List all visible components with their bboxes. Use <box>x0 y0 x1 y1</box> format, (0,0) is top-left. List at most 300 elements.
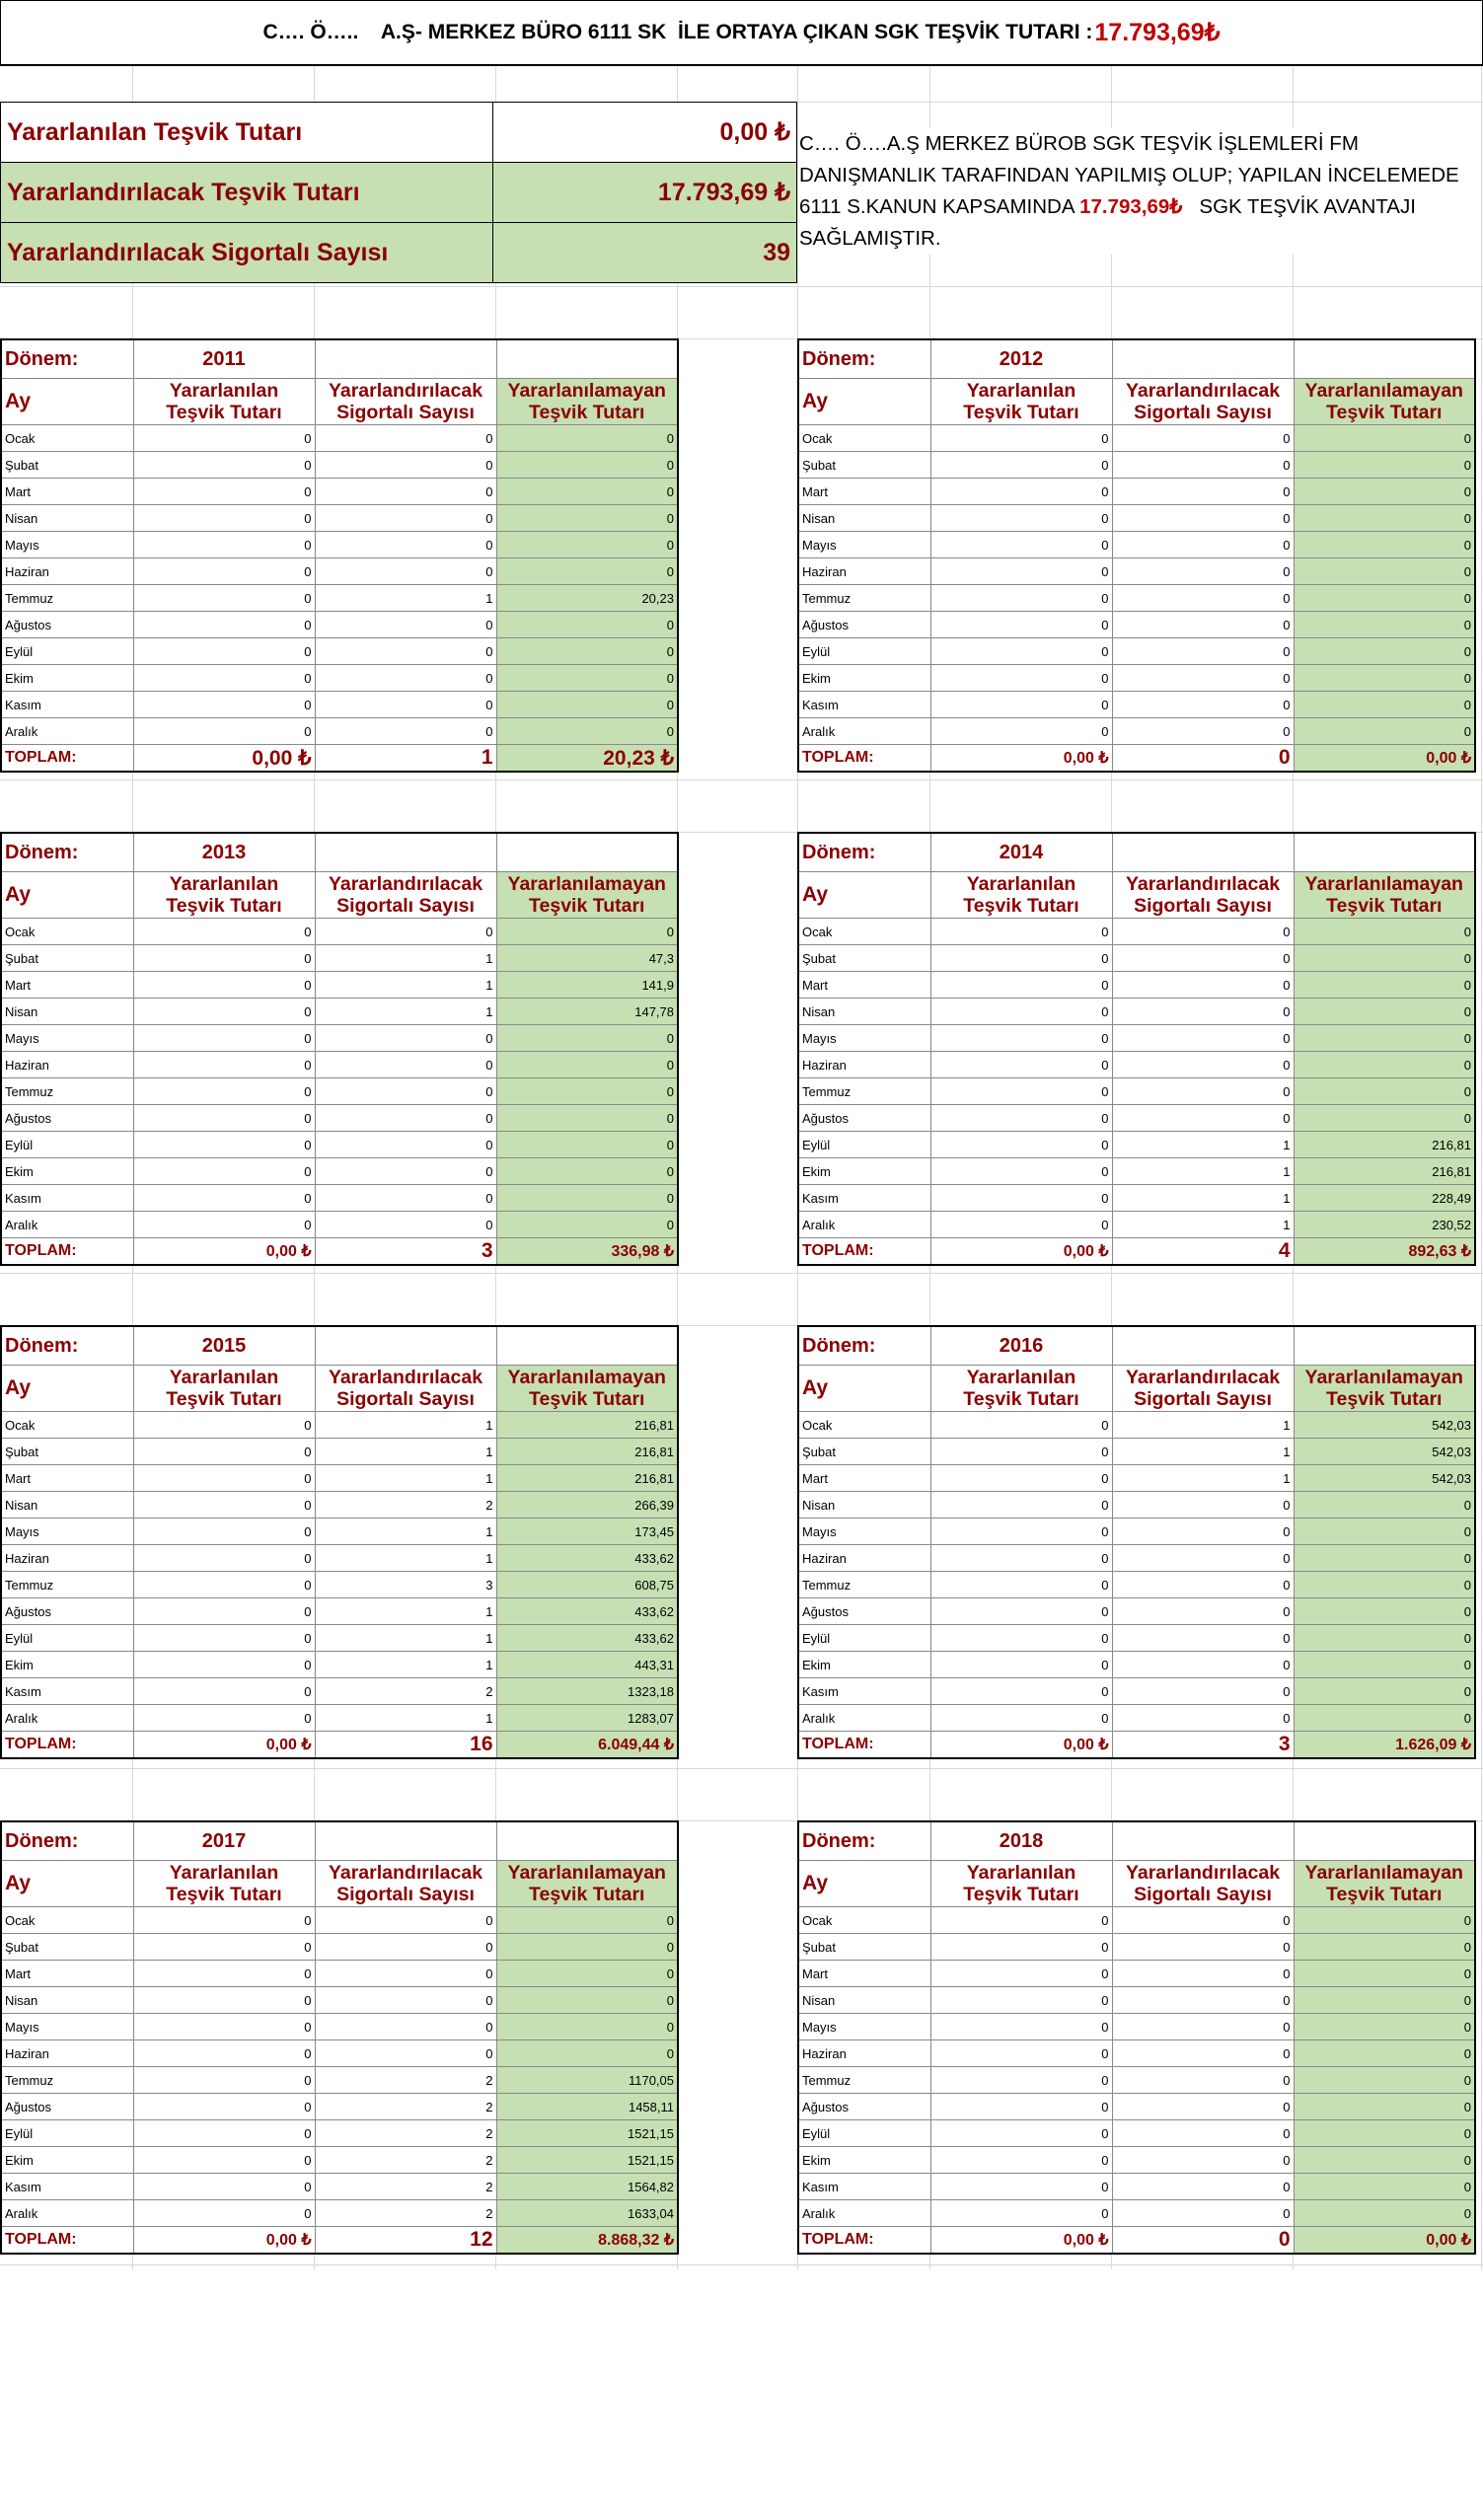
unused-cell: 0 <box>496 1105 678 1132</box>
total-count: 4 <box>1112 1238 1294 1266</box>
unused-cell: 542,03 <box>1294 1465 1475 1492</box>
totals-row <box>1 1238 678 1266</box>
count-cell: 2 <box>315 2174 496 2200</box>
count-column-header <box>1112 1861 1294 1907</box>
count-cell: 0 <box>315 1158 496 1185</box>
count-cell: 0 <box>1112 2040 1294 2067</box>
month-cell: Şubat <box>798 1439 930 1465</box>
month-cell: Şubat <box>798 945 930 972</box>
used-cell: 0 <box>930 425 1112 452</box>
table-row <box>1 972 678 999</box>
header-line: Teşvik Tutarı <box>529 895 645 917</box>
total-count: 12 <box>315 2227 496 2255</box>
table-row <box>1 1052 678 1078</box>
unused-cell: 216,81 <box>496 1439 678 1465</box>
count-cell: 0 <box>1112 1105 1294 1132</box>
used-cell: 0 <box>133 505 315 532</box>
count-cell: 0 <box>1112 1625 1294 1652</box>
count-cell: 0 <box>315 2040 496 2067</box>
used-cell: 0 <box>930 2094 1112 2120</box>
used-cell: 0 <box>930 612 1112 638</box>
used-cell: 0 <box>133 1465 315 1492</box>
header-blank <box>315 1326 496 1366</box>
table-row <box>1 505 678 532</box>
header-line: Teşvik Tutarı <box>529 402 645 423</box>
count-cell: 0 <box>1112 665 1294 692</box>
count-cell: 2 <box>315 1678 496 1705</box>
month-cell: Eylül <box>798 2120 930 2147</box>
unused-cell: 0 <box>496 532 678 558</box>
count-cell: 1 <box>1112 1439 1294 1465</box>
month-cell: Mayıs <box>1 532 133 558</box>
table-row <box>1 585 678 612</box>
unused-cell: 0 <box>496 1934 678 1961</box>
used-cell: 0 <box>133 1185 315 1212</box>
header-line: Teşvik Tutarı <box>963 1884 1079 1905</box>
total-unused: 892,63 ₺ <box>1294 1238 1475 1266</box>
count-cell: 0 <box>1112 452 1294 479</box>
period-year: 2018 <box>930 1821 1112 1861</box>
table-row <box>798 1705 1475 1732</box>
header-line: Yararlandırılacak <box>328 380 483 402</box>
month-cell: Mart <box>1 479 133 505</box>
total-unused: 0,00 ₺ <box>1294 745 1475 773</box>
month-cell: Kasım <box>1 692 133 718</box>
used-cell: 0 <box>133 1987 315 2014</box>
unused-cell: 0 <box>496 425 678 452</box>
used-cell: 0 <box>930 2147 1112 2174</box>
used-cell: 0 <box>930 692 1112 718</box>
table-row <box>798 1652 1475 1678</box>
unused-cell: 266,39 <box>496 1492 678 1519</box>
used-cell: 0 <box>133 2040 315 2067</box>
count-cell: 1 <box>315 1519 496 1545</box>
table-row <box>1 425 678 452</box>
table-row <box>798 2120 1475 2147</box>
table-row <box>1 1185 678 1212</box>
unused-cell: 0 <box>496 2040 678 2067</box>
period-table-2014 <box>797 832 1476 1266</box>
summary-row <box>1 223 797 283</box>
month-column-header: Ay <box>1 1366 133 1412</box>
used-column-header <box>930 1366 1112 1412</box>
table-row <box>798 532 1475 558</box>
unused-cell: 0 <box>1294 1625 1475 1652</box>
unused-cell: 0 <box>1294 2094 1475 2120</box>
unused-cell: 0 <box>496 505 678 532</box>
count-cell: 0 <box>315 638 496 665</box>
used-column-header <box>930 379 1112 425</box>
used-cell: 0 <box>133 2014 315 2040</box>
header-line: Yararlandırılacak <box>328 1367 483 1388</box>
unused-cell: 0 <box>1294 1492 1475 1519</box>
totals-row <box>798 745 1475 773</box>
month-cell: Ekim <box>1 1158 133 1185</box>
header-line: Sigortalı Sayısı <box>1134 402 1272 423</box>
used-cell: 0 <box>930 1052 1112 1078</box>
count-cell: 0 <box>315 558 496 585</box>
used-cell: 0 <box>930 919 1112 945</box>
month-cell: Nisan <box>1 1987 133 2014</box>
header-blank <box>496 833 678 872</box>
month-cell: Kasım <box>798 1185 930 1212</box>
donem-label: Dönem: <box>1 833 133 872</box>
count-column-header <box>315 1861 496 1907</box>
table-row <box>1 1678 678 1705</box>
month-cell: Temmuz <box>798 1572 930 1598</box>
count-cell: 0 <box>1112 945 1294 972</box>
count-column-header <box>1112 1366 1294 1412</box>
used-cell: 0 <box>133 718 315 745</box>
month-cell: Mart <box>798 1465 930 1492</box>
count-cell: 1 <box>315 945 496 972</box>
month-cell: Kasım <box>798 2174 930 2200</box>
count-column-header <box>315 1366 496 1412</box>
count-cell: 0 <box>1112 2094 1294 2120</box>
month-column-header: Ay <box>798 1366 930 1412</box>
count-cell: 1 <box>315 1652 496 1678</box>
summary-label: Yararlanılan Teşvik Tutarı <box>1 103 493 163</box>
total-unused: 8.868,32 ₺ <box>496 2227 678 2255</box>
table-row <box>1 1598 678 1625</box>
count-cell: 1 <box>315 1412 496 1439</box>
table-row <box>1 2094 678 2120</box>
used-cell: 0 <box>930 1519 1112 1545</box>
unused-cell: 1521,15 <box>496 2147 678 2174</box>
unused-cell: 216,81 <box>496 1465 678 1492</box>
page-title <box>0 0 1483 66</box>
unused-cell: 0 <box>496 1987 678 2014</box>
used-cell: 0 <box>930 1412 1112 1439</box>
table-row <box>798 1907 1475 1934</box>
unused-cell: 0 <box>1294 479 1475 505</box>
unused-cell: 0 <box>1294 2014 1475 2040</box>
used-cell: 0 <box>930 1545 1112 1572</box>
header-line: Yararlanılan <box>169 1367 279 1388</box>
unused-cell: 433,62 <box>496 1598 678 1625</box>
grid-row-line <box>0 779 1483 780</box>
unused-cell: 0 <box>1294 1545 1475 1572</box>
count-cell: 1 <box>315 1625 496 1652</box>
period-year: 2015 <box>133 1326 315 1366</box>
unused-cell: 0 <box>496 718 678 745</box>
header-line: Teşvik Tutarı <box>963 895 1079 917</box>
grid-row-line <box>0 286 1483 287</box>
unused-cell: 0 <box>1294 1519 1475 1545</box>
summary-row <box>1 163 797 223</box>
count-cell: 0 <box>1112 2120 1294 2147</box>
unused-cell: 0 <box>1294 2200 1475 2227</box>
used-cell: 0 <box>133 2147 315 2174</box>
unused-cell: 0 <box>496 1961 678 1987</box>
count-cell: 0 <box>1112 2147 1294 2174</box>
header-line: Yararlanılamayan <box>507 380 666 402</box>
table-row <box>1 2174 678 2200</box>
unused-cell: 216,81 <box>1294 1158 1475 1185</box>
period-header <box>1 833 678 872</box>
used-cell: 0 <box>930 1934 1112 1961</box>
totals-row <box>798 1238 1475 1266</box>
used-cell: 0 <box>133 1907 315 1934</box>
used-cell: 0 <box>133 1212 315 1238</box>
count-cell: 0 <box>1112 1705 1294 1732</box>
header-line: Sigortalı Sayısı <box>1134 1388 1272 1410</box>
unused-cell: 0 <box>1294 999 1475 1025</box>
month-cell: Eylül <box>798 1625 930 1652</box>
header-line: Yararlanılan <box>169 873 279 895</box>
table-row <box>798 1078 1475 1105</box>
month-cell: Ocak <box>1 1412 133 1439</box>
header-line: Yararlanılamayan <box>1304 380 1463 402</box>
table-row <box>1 1212 678 1238</box>
table-row <box>798 1105 1475 1132</box>
month-column-header: Ay <box>1 379 133 425</box>
unused-cell: 0 <box>496 2014 678 2040</box>
table-row <box>798 1598 1475 1625</box>
column-headers <box>1 1366 678 1412</box>
table-row <box>798 1678 1475 1705</box>
unused-cell: 0 <box>1294 2174 1475 2200</box>
month-cell: Kasım <box>1 2174 133 2200</box>
period-header <box>798 1821 1475 1861</box>
unused-cell: 1458,11 <box>496 2094 678 2120</box>
table-row <box>1 2067 678 2094</box>
unused-column-header <box>496 379 678 425</box>
table-row <box>1 1987 678 2014</box>
totals-row <box>798 1732 1475 1759</box>
used-cell: 0 <box>930 945 1112 972</box>
donem-label: Dönem: <box>1 1326 133 1366</box>
month-cell: Eylül <box>1 2120 133 2147</box>
header-line: Teşvik Tutarı <box>1326 1388 1443 1410</box>
table-row <box>798 638 1475 665</box>
count-cell: 0 <box>1112 1078 1294 1105</box>
unused-cell: 1323,18 <box>496 1678 678 1705</box>
count-cell: 1 <box>315 1545 496 1572</box>
table-row <box>798 665 1475 692</box>
table-row <box>1 945 678 972</box>
month-cell: Temmuz <box>798 1078 930 1105</box>
table-row <box>798 1025 1475 1052</box>
month-cell: Ekim <box>798 2147 930 2174</box>
count-cell: 2 <box>315 2094 496 2120</box>
used-cell: 0 <box>133 1412 315 1439</box>
used-cell: 0 <box>133 1158 315 1185</box>
month-cell: Şubat <box>1 1439 133 1465</box>
month-cell: Kasım <box>1 1678 133 1705</box>
table-row <box>798 2040 1475 2067</box>
header-blank <box>315 339 496 379</box>
table-row <box>1 665 678 692</box>
count-column-header <box>1112 379 1294 425</box>
unused-cell: 0 <box>496 1132 678 1158</box>
table-row <box>798 1961 1475 1987</box>
unused-cell: 0 <box>496 1907 678 1934</box>
table-row <box>798 2147 1475 2174</box>
table-row <box>1 1158 678 1185</box>
header-line: Yararlanılamayan <box>1304 1862 1463 1884</box>
unused-cell: 0 <box>496 665 678 692</box>
table-row <box>798 452 1475 479</box>
unused-cell: 0 <box>1294 945 1475 972</box>
used-cell: 0 <box>930 1105 1112 1132</box>
unused-cell: 443,31 <box>496 1652 678 1678</box>
unused-cell: 0 <box>496 558 678 585</box>
table-row <box>798 945 1475 972</box>
total-used: 0,00 ₺ <box>930 1238 1112 1266</box>
header-line: Teşvik Tutarı <box>1326 1884 1443 1905</box>
total-unused: 1.626,09 ₺ <box>1294 1732 1475 1759</box>
used-column-header <box>133 872 315 919</box>
table-row <box>798 1185 1475 1212</box>
unused-cell: 0 <box>496 1052 678 1078</box>
table-row <box>798 1519 1475 1545</box>
used-cell: 0 <box>133 1052 315 1078</box>
month-cell: Temmuz <box>798 585 930 612</box>
table-row <box>1 1572 678 1598</box>
totals-row <box>1 745 678 773</box>
summary-label: Yararlandırılacak Teşvik Tutarı <box>1 163 493 223</box>
table-row <box>1 1492 678 1519</box>
month-cell: Haziran <box>798 2040 930 2067</box>
unused-cell: 0 <box>1294 612 1475 638</box>
header-blank <box>496 1326 678 1366</box>
grid-column-line <box>1481 0 1482 2269</box>
count-cell: 0 <box>1112 692 1294 718</box>
header-line: Yararlanılan <box>966 1367 1076 1388</box>
unused-cell: 0 <box>1294 2040 1475 2067</box>
header-line: Sigortalı Sayısı <box>336 895 475 917</box>
table-row <box>798 479 1475 505</box>
used-cell: 0 <box>133 2200 315 2227</box>
used-cell: 0 <box>930 718 1112 745</box>
toplam-label: TOPLAM: <box>1 2227 133 2255</box>
month-cell: Aralık <box>798 1212 930 1238</box>
month-cell: Eylül <box>798 638 930 665</box>
period-header <box>1 1326 678 1366</box>
month-cell: Temmuz <box>1 1078 133 1105</box>
used-cell: 0 <box>133 2174 315 2200</box>
month-cell: Ağustos <box>1 2094 133 2120</box>
used-cell: 0 <box>133 999 315 1025</box>
used-cell: 0 <box>930 1158 1112 1185</box>
total-used: 0,00 ₺ <box>133 2227 315 2255</box>
month-cell: Ocak <box>1 919 133 945</box>
unused-cell: 542,03 <box>1294 1412 1475 1439</box>
unused-cell: 0 <box>496 612 678 638</box>
used-cell: 0 <box>930 1705 1112 1732</box>
table-row <box>1 638 678 665</box>
table-row <box>1 1439 678 1465</box>
header-line: Sigortalı Sayısı <box>336 1884 475 1905</box>
toplam-label: TOPLAM: <box>1 1732 133 1759</box>
totals-row <box>1 2227 678 2255</box>
header-line: Sigortalı Sayısı <box>336 1388 475 1410</box>
table-row <box>798 505 1475 532</box>
used-cell: 0 <box>930 452 1112 479</box>
month-cell: Ocak <box>798 919 930 945</box>
table-row <box>798 919 1475 945</box>
count-cell: 0 <box>315 692 496 718</box>
unused-cell: 1170,05 <box>496 2067 678 2094</box>
header-line: Teşvik Tutarı <box>166 1884 282 1905</box>
totals-row <box>798 2227 1475 2255</box>
summary-value: 39 <box>493 223 797 283</box>
header-line: Teşvik Tutarı <box>166 1388 282 1410</box>
total-unused: 0,00 ₺ <box>1294 2227 1475 2255</box>
period-header <box>798 833 1475 872</box>
month-cell: Kasım <box>1 1185 133 1212</box>
month-cell: Şubat <box>1 945 133 972</box>
table-row <box>798 1465 1475 1492</box>
used-cell: 0 <box>930 1625 1112 1652</box>
month-cell: Mayıs <box>1 2014 133 2040</box>
month-cell: Mayıs <box>798 1519 930 1545</box>
unused-cell: 0 <box>1294 452 1475 479</box>
unused-cell: 228,49 <box>1294 1185 1475 1212</box>
period-table-2018 <box>797 1820 1476 2255</box>
count-cell: 0 <box>1112 1652 1294 1678</box>
month-cell: Nisan <box>798 505 930 532</box>
table-row <box>798 2200 1475 2227</box>
period-table-2011 <box>0 338 679 773</box>
count-cell: 0 <box>315 919 496 945</box>
header-line: Yararlandırılacak <box>1125 1862 1281 1884</box>
month-cell: Kasım <box>798 692 930 718</box>
header-blank <box>496 339 678 379</box>
count-cell: 0 <box>1112 1907 1294 1934</box>
table-row <box>798 2014 1475 2040</box>
table-row <box>1 919 678 945</box>
used-cell: 0 <box>930 2040 1112 2067</box>
month-cell: Haziran <box>798 558 930 585</box>
table-row <box>798 1625 1475 1652</box>
month-cell: Haziran <box>1 558 133 585</box>
count-cell: 0 <box>1112 1052 1294 1078</box>
summary-value: 17.793,69 ₺ <box>493 163 797 223</box>
month-cell: Haziran <box>798 1052 930 1078</box>
count-cell: 0 <box>1112 505 1294 532</box>
used-cell: 0 <box>930 1961 1112 1987</box>
unused-column-header <box>496 1366 678 1412</box>
header-blank <box>1112 1821 1294 1861</box>
used-cell: 0 <box>930 585 1112 612</box>
month-cell: Nisan <box>1 1492 133 1519</box>
table-row <box>1 479 678 505</box>
count-cell: 0 <box>315 1052 496 1078</box>
month-column-header: Ay <box>798 1861 930 1907</box>
total-count: 3 <box>1112 1732 1294 1759</box>
unused-cell: 0 <box>1294 2147 1475 2174</box>
header-blank <box>315 833 496 872</box>
unused-cell: 0 <box>1294 1961 1475 1987</box>
used-cell: 0 <box>133 425 315 452</box>
toplam-label: TOPLAM: <box>798 2227 930 2255</box>
used-cell: 0 <box>133 1078 315 1105</box>
count-cell: 0 <box>1112 2174 1294 2200</box>
used-cell: 0 <box>133 1705 315 1732</box>
count-cell: 1 <box>315 999 496 1025</box>
unused-cell: 0 <box>1294 1025 1475 1052</box>
month-cell: Mayıs <box>798 532 930 558</box>
table-row <box>1 1545 678 1572</box>
count-cell: 0 <box>315 505 496 532</box>
used-cell: 0 <box>133 1934 315 1961</box>
month-cell: Aralık <box>1 718 133 745</box>
count-cell: 2 <box>315 1492 496 1519</box>
table-row <box>1 558 678 585</box>
unused-cell: 0 <box>1294 1598 1475 1625</box>
